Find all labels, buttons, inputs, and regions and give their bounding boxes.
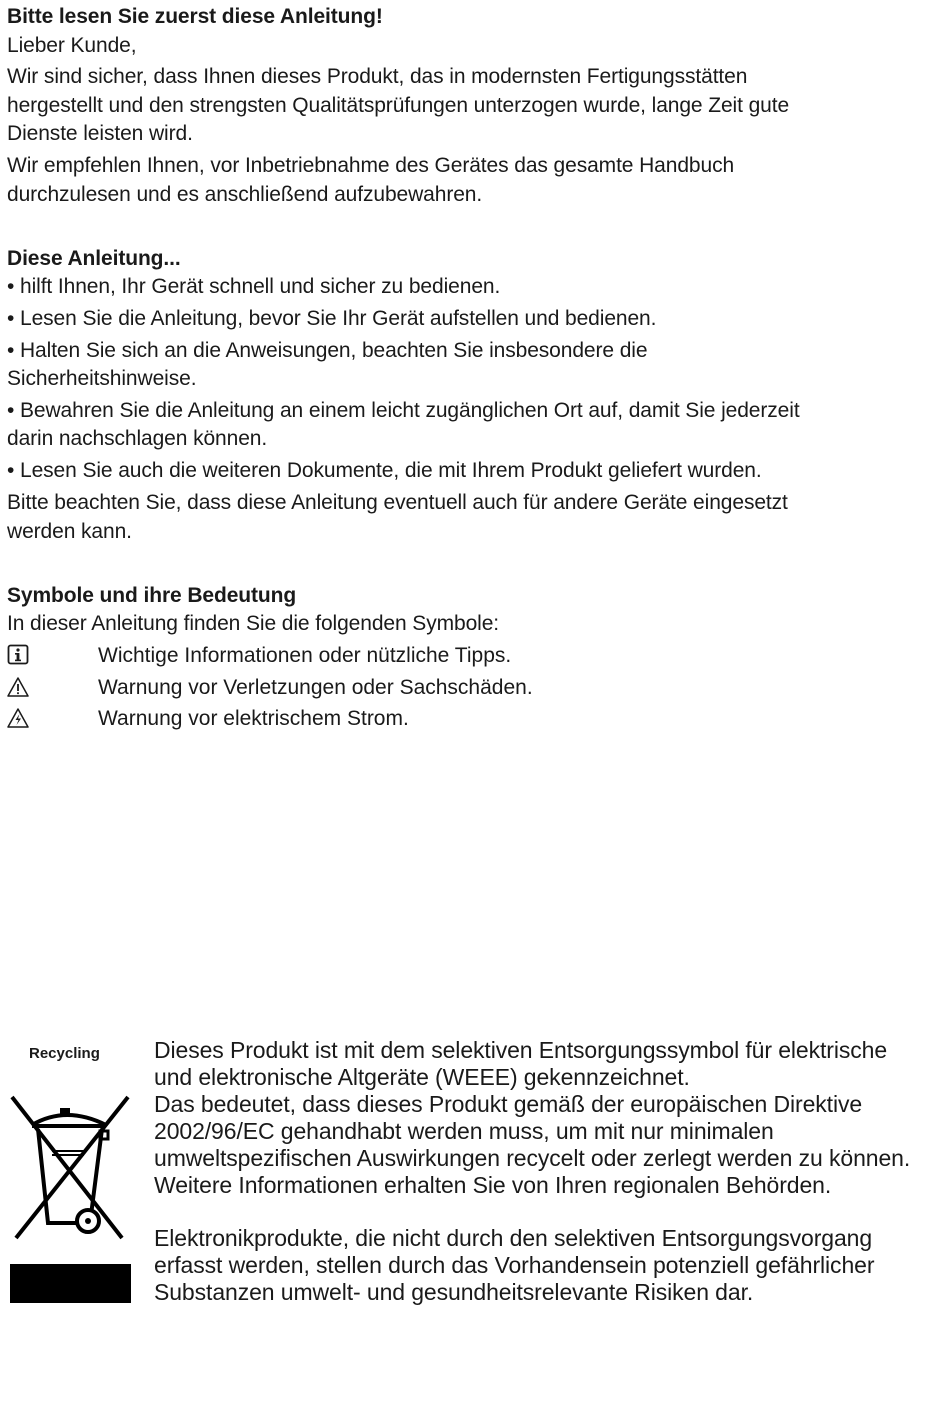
guide-line: • hilft Ihnen, Ihr Gerät schnell und sicher zu bedienen. xyxy=(7,275,501,298)
crossed-out-wheelie-bin-icon xyxy=(10,1093,132,1245)
intro-line: hergestellt und den strengsten Qualitätsprüfungen unterzogen wurde, lange Zeit gute xyxy=(7,94,790,117)
intro-line: Wir empfehlen Ihnen, vor Inbetriebnahme des Gerätes das gesamte Handbuch xyxy=(7,154,735,177)
recycling-line: und elektronische Altgeräte (WEEE) gekennzeichnet. xyxy=(154,1064,690,1090)
guide-line: • Lesen Sie die Anleitung, bevor Sie Ihr Gerät aufstellen und bedienen. xyxy=(7,307,657,330)
info-icon xyxy=(7,644,29,666)
recycling-line: 2002/96/EC gehandhabt werden muss, um mit nur minimalen xyxy=(154,1118,774,1144)
guide-line: • Halten Sie sich an die Anweisungen, beachten Sie insbesondere die xyxy=(7,339,648,362)
symbol-warning-text: Warnung vor Verletzungen oder Sachschäden. xyxy=(98,676,533,699)
weee-black-bar xyxy=(10,1264,131,1303)
guide-line: Bitte beachten Sie, dass diese Anleitung eventuell auch für andere Geräte eingesetzt xyxy=(7,491,788,514)
symbol-electric-text: Warnung vor elektrischem Strom. xyxy=(98,707,409,730)
intro-line: Lieber Kunde, xyxy=(7,34,137,57)
recycling-line: Das bedeutet, dass dieses Produkt gemäß der europäischen Direktive xyxy=(154,1091,863,1117)
intro-line: Wir sind sicher, dass Ihnen dieses Produkt, das in modernsten Fertigungsstätten xyxy=(7,65,748,88)
guide-line: • Lesen Sie auch die weiteren Dokumente, die mit Ihrem Produkt geliefert wurden. xyxy=(7,459,762,482)
recycling-line: erfasst werden, stellen durch das Vorhandensein potenziell gefährlicher xyxy=(154,1252,875,1278)
intro-line: durchzulesen und es anschließend aufzubewahren. xyxy=(7,183,483,206)
guide-line: Sicherheitshinweise. xyxy=(7,367,197,390)
guide-line: darin nachschlagen können. xyxy=(7,427,268,450)
intro-line: Dienste leisten wird. xyxy=(7,122,193,145)
warning-icon xyxy=(7,676,29,698)
symbol-info-text: Wichtige Informationen oder nützliche Tipps. xyxy=(98,644,512,667)
recycling-line: Weitere Informationen erhalten Sie von Ihren regionalen Behörden. xyxy=(154,1172,832,1198)
intro-heading: Bitte lesen Sie zuerst diese Anleitung! xyxy=(7,5,383,28)
electric-warning-icon xyxy=(7,707,29,729)
symbols-intro: In dieser Anleitung finden Sie die folgenden Symbole: xyxy=(7,612,500,635)
guide-line: • Bewahren Sie die Anleitung an einem leicht zugänglichen Ort auf, damit Sie jederzeit xyxy=(7,399,800,422)
guide-heading: Diese Anleitung... xyxy=(7,247,181,270)
recycling-line: umweltspezifischen Auswirkungen recycelt oder zerlegt werden zu können. xyxy=(154,1145,911,1171)
symbols-heading: Symbole und ihre Bedeutung xyxy=(7,584,297,607)
recycling-line: Dieses Produkt ist mit dem selektiven Entsorgungssymbol für elektrische xyxy=(154,1037,888,1063)
recycling-line: Elektronikprodukte, die nicht durch den selektiven Entsorgungsvorgang xyxy=(154,1225,873,1251)
guide-line: werden kann. xyxy=(7,520,132,543)
recycling-label: Recycling xyxy=(29,1045,100,1062)
recycling-line: Substanzen umwelt- und gesundheitsrelevante Risiken dar. xyxy=(154,1279,754,1305)
